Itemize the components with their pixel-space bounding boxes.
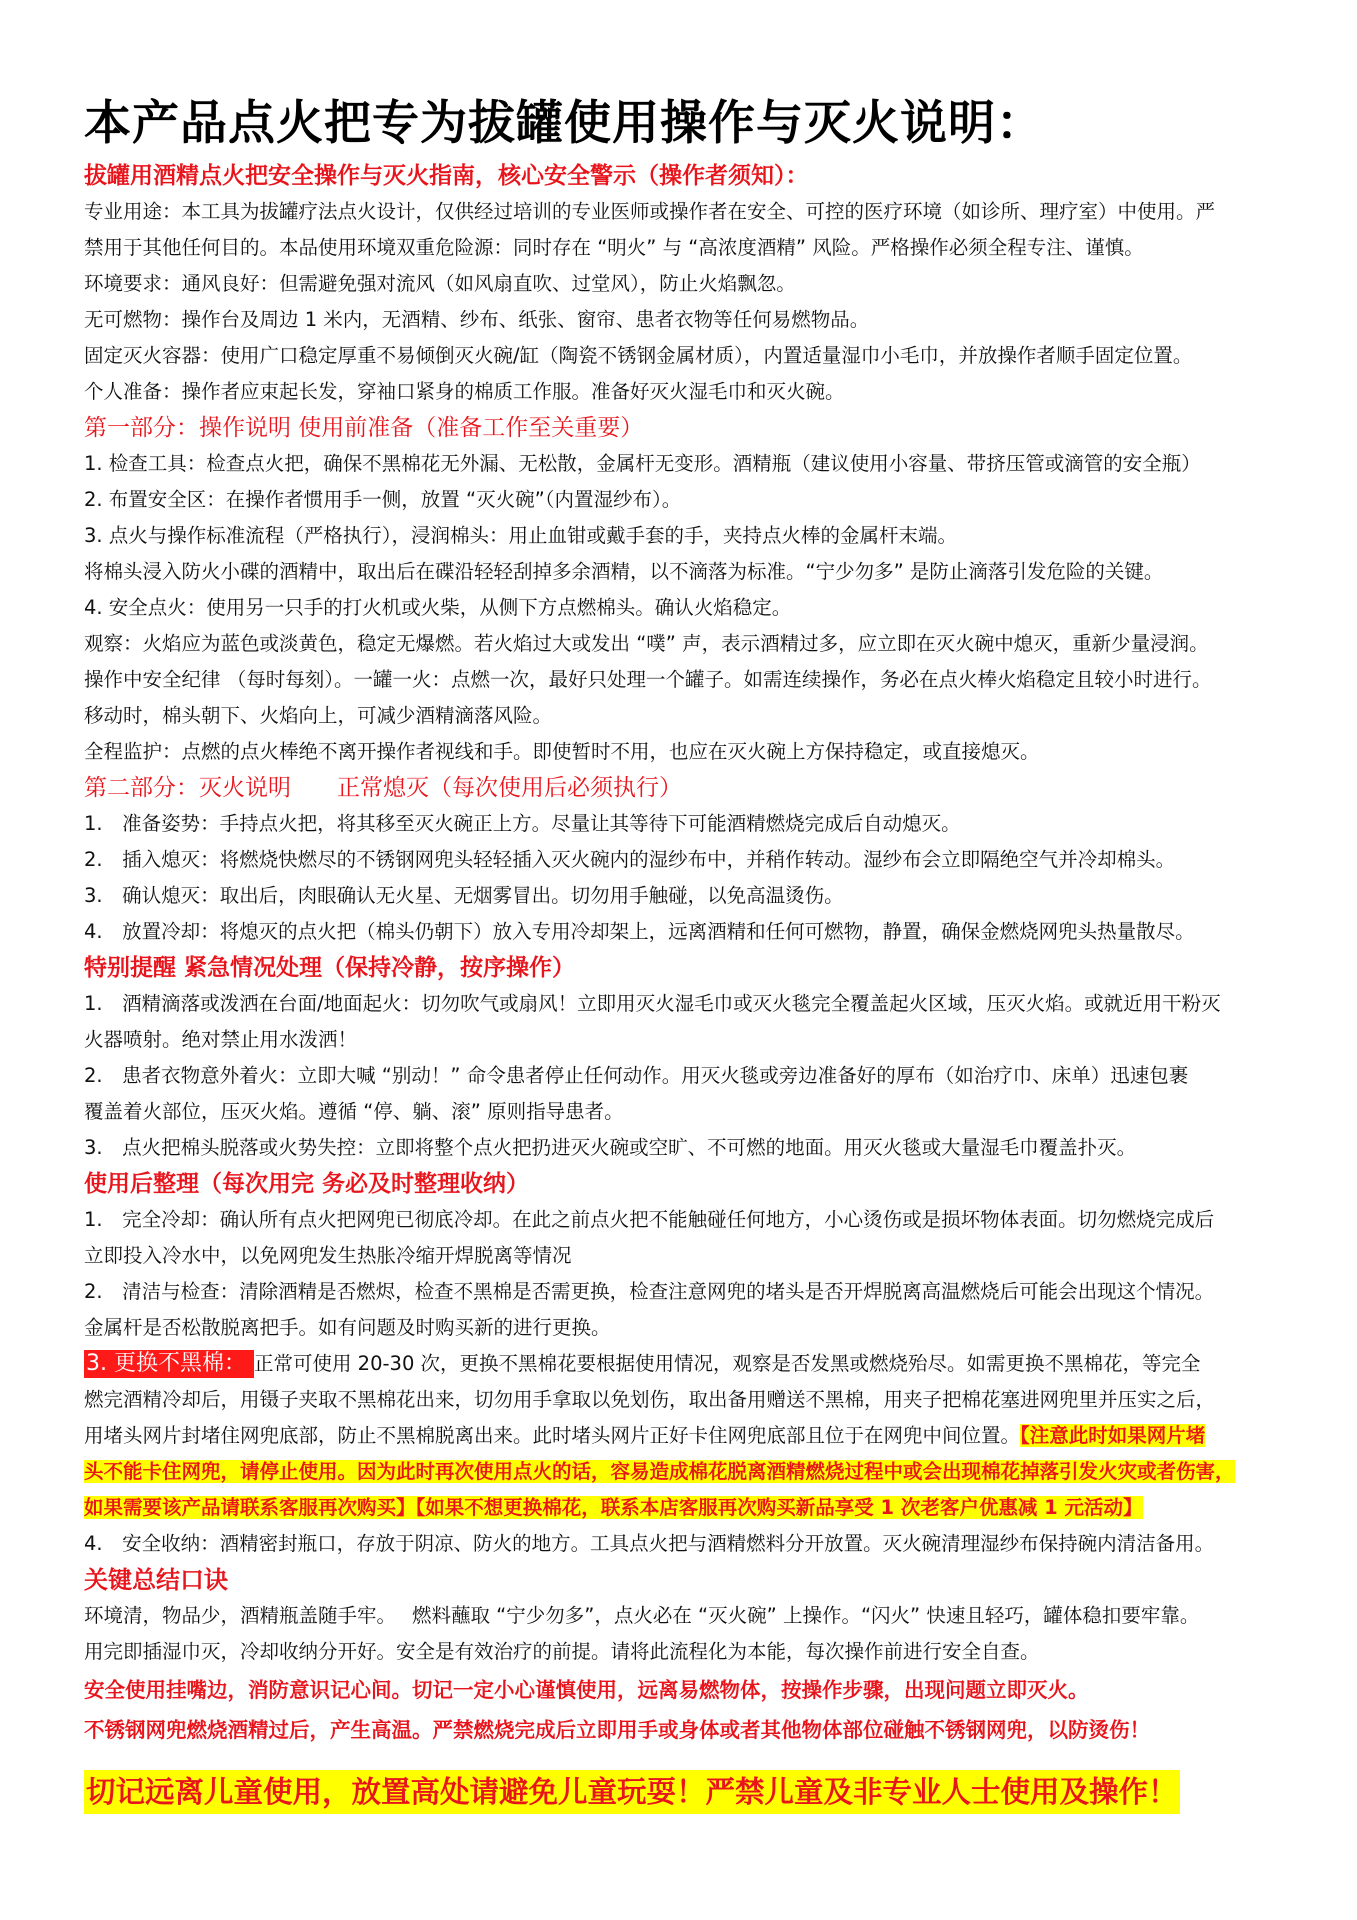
replace-cotton-line xyxy=(84,1346,1279,1382)
replace-cotton-text: 用堵头网片封堵住网兜底部，防止不黑棉脱离出来。此时堵头网片正好卡住网兜底部且位于在网兜中间位置。 xyxy=(84,1424,1021,1447)
highlighted-notice: 【注意此时如果网片堵 xyxy=(1020,1424,1206,1447)
safety-line: 个人准备：操作者应束起长发，穿袖口紧身的棉质工作服。准备好灭火湿毛巾和灭火碗。 xyxy=(84,380,845,403)
after-use-line: 1. 完全冷却：确认所有点火把网兜已彻底冷却。在此之前点火把不能触碰任何地方，小心烫伤或是损坏物体表面。切勿燃烧完成后 xyxy=(84,1208,1215,1231)
part2-line: 4. 放置冷却：将熄灭的点火把（棉头仍朝下）放入专用冷却架上，远离酒精和任何可燃物，静置，确保金燃烧网兜头热量散尽。 xyxy=(84,920,1195,943)
part1-line: 2. 布置安全区：在操作者惯用手一侧，放置 “灭火碗”（内置湿纱布）。 xyxy=(84,488,682,511)
part1-line: 移动时，棉头朝下、火焰向上，可减少酒精滴落风险。 xyxy=(84,704,553,727)
after-use-line: 立即投入冷水中，以免网兜发生热胀冷缩开焊脱离等情况 xyxy=(84,1244,572,1267)
emergency-line: 1. 酒精滴落或泼洒在台面/地面起火：切勿吹气或扇风！立即用灭火湿毛巾或灭火毯完全覆盖起火区域，压灭火焰。或就近用干粉灭 xyxy=(84,992,1221,1015)
replace-cotton-line: 燃完酒精冷却后，用镊子夹取不黑棉花出来，切勿用手拿取以免划伤，取出备用赠送不黑棉，用夹子把棉花塞进网兜里并压实之后， xyxy=(84,1388,1216,1411)
storage-line: 4. 安全收纳：酒精密封瓶口，存放于阴凉、防火的地方。工具点火把与酒精燃料分开放置。灭火碗清理湿纱布保持碗内清洁备用。 xyxy=(84,1532,1215,1555)
summary-line: 环境清，物品少，酒精瓶盖随手牢。 燃料蘸取 “宁少勿多”，点火必在 “灭火碗” 上操作。“闪火” 快速且轻巧，罐体稳扣要牢靠。 xyxy=(84,1604,1200,1627)
summary-heading: 关键总结口诀 xyxy=(84,1566,228,1594)
part1-line: 观察：火焰应为蓝色或淡黄色，稳定无爆燃。若火焰过大或发出 “噗” 声，表示酒精过多，应立即在灭火碗中熄灭，重新少量浸润。 xyxy=(84,632,1209,655)
part1-line: 全程监护：点燃的点火棒绝不离开操作者视线和手。即使暂时不用，也应在灭火碗上方保持稳定，或直接熄灭。 xyxy=(84,740,1040,763)
emergency-heading: 特别提醒 紧急情况处理（保持冷静，按序操作） xyxy=(84,955,576,981)
safety-line: 固定灭火容器：使用广口稳定厚重不易倾倒灭火碗/缸（陶瓷不锈钢金属材质），内置适量湿巾小毛巾，并放操作者顺手固定位置。 xyxy=(84,344,1193,367)
part1-line: 4. 安全点火：使用另一只手的打火机或火柴，从侧下方点燃棉头。确认火焰稳定。 xyxy=(84,596,792,619)
instruction-document xyxy=(84,92,1279,1814)
safety-line: 禁用于其他任何目的。本品使用环境双重危险源：同时存在 “明火” 与 “高浓度酒精” 风险。严格操作必须全程专注、谨慎。 xyxy=(84,236,1144,259)
safety-heading: 拔罐用酒精点火把安全操作与灭火指南，核心安全警示（操作者须知）： xyxy=(84,163,809,189)
part1-heading: 第一部分：操作说明 使用前准备（准备工作至关重要） xyxy=(84,415,644,441)
part1-line: 将棉头浸入防火小碟的酒精中，取出后在碟沿轻轻刮掉多余酒精，以不滴落为标准。“宁少勿多” 是防止滴落引发危险的关键。 xyxy=(84,560,1164,583)
part2-line: 3. 确认熄灭：取出后，肉眼确认无火星、无烟雾冒出。切勿用手触碰，以免高温烫伤。 xyxy=(84,884,844,907)
after-use-line: 2. 清洁与检查：清除酒精是否燃烬，检查不黑棉是否需更换，检查注意网兜的堵头是否开焊脱离高温燃烧后可能会出现这个情况。 xyxy=(84,1280,1215,1303)
highlighted-notice-line xyxy=(84,1454,1279,1490)
highlighted-notice: 如果需要该产品请联系客服再次购买】【如果不想更换棉花，联系本店客服再次购买新品享受 1 次老客户优惠减 1 元活动】 xyxy=(84,1496,1143,1519)
part2-heading: 第二部分：灭火说明 正常熄灭（每次使用后必须执行） xyxy=(84,775,682,801)
after-use-heading: 使用后整理（每次用完 务必及时整理收纳） xyxy=(84,1171,530,1197)
emergency-line: 火器喷射。绝对禁止用水泼洒！ xyxy=(84,1028,358,1051)
final-child-warning: 切记远离儿童使用，放置高处请避免儿童玩耍！严禁儿童及非专业人士使用及操作！ xyxy=(84,1770,1180,1814)
safety-line: 环境要求：通风良好：但需避免强对流风（如风扇直吹、过堂风），防止火焰飘忽。 xyxy=(84,272,796,295)
replace-cotton-line xyxy=(84,1418,1279,1454)
replace-cotton-text: 正常可使用 20-30 次，更换不黑棉花要根据使用情况，观察是否发黑或燃烧殆尽。如需更换不黑棉花，等完全 xyxy=(253,1352,1201,1375)
part1-line: 3. 点火与操作标准流程（严格执行），浸润棉头：用止血钳或戴手套的手，夹持点火棒的金属杆末端。 xyxy=(84,524,958,547)
emergency-line: 3. 点火把棉头脱落或火势失控：立即将整个点火把扔进灭火碗或空旷、不可燃的地面。用灭火毯或大量湿毛巾覆盖扑灭。 xyxy=(84,1136,1137,1159)
highlighted-notice-line xyxy=(84,1490,1279,1526)
emergency-line: 2. 患者衣物意外着火：立即大喊 “别动！” 命令患者停止任何动作。用灭火毯或旁边准备好的厚布（如治疗巾、床单）迅速包裹 xyxy=(84,1064,1189,1087)
after-use-line: 金属杆是否松散脱离把手。如有问题及时购买新的进行更换。 xyxy=(84,1316,611,1339)
part1-line: 操作中安全纪律 （每时每刻）。一罐一火：点燃一次，最好只处理一个罐子。如需连续操作，务必在点火棒火焰稳定且较小时进行。 xyxy=(84,668,1212,691)
emergency-line: 覆盖着火部位，压灭火焰。遵循 “停、躺、滚” 原则指导患者。 xyxy=(84,1100,624,1123)
part2-line: 2. 插入熄灭：将燃烧快燃尽的不锈钢网兜头轻轻插入灭火碗内的湿纱布中，并稍作转动。湿纱布会立即隔绝空气并冷却棉头。 xyxy=(84,848,1176,871)
replace-cotton-label: 3. 更换不黑棉： xyxy=(84,1350,254,1378)
part2-line: 1. 准备姿势：手持点火把，将其移至灭火碗正上方。尽量让其等待下可能酒精燃烧完成后自动熄灭。 xyxy=(84,812,961,835)
summary-line: 用完即插湿巾灭，冷却收纳分开好。安全是有效治疗的前提。请将此流程化为本能，每次操作前进行安全自查。 xyxy=(84,1640,1040,1663)
safety-line: 专业用途：本工具为拔罐疗法点火设计，仅供经过培训的专业医师或操作者在安全、可控的医疗环境（如诊所、理疗室）中使用。严 xyxy=(84,200,1216,223)
part1-line: 1. 检查工具：检查点火把，确保不黑棉花无外漏、无松散，金属杆无变形。酒精瓶（建议使用小容量、带挤压管或滴管的安全瓶） xyxy=(84,452,1201,475)
safety-line: 无可燃物：操作台及周边 1 米内，无酒精、纱布、纸张、窗帘、患者衣物等任何易燃物品。 xyxy=(84,308,870,331)
page-title: 本产品点火把专为拔罐使用操作与灭火说明： xyxy=(84,96,1044,151)
highlighted-notice: 头不能卡住网兜，请停止使用。因为此时再次使用点火的话，容易造成棉花脱离酒精燃烧过程中或会出现棉花掉落引发火灾或者伤害， xyxy=(84,1460,1235,1483)
warning-line: 不锈钢网兜燃烧酒精过后，产生高温。严禁燃烧完成后立即用手或身体或者其他物体部位碰触不锈钢网兜，以防烫伤！ xyxy=(84,1718,1150,1742)
warning-line: 安全使用挂嘴边，消防意识记心间。切记一定小心谨慎使用，远离易燃物体，按操作步骤，出现问题立即灭火。 xyxy=(84,1678,1089,1702)
